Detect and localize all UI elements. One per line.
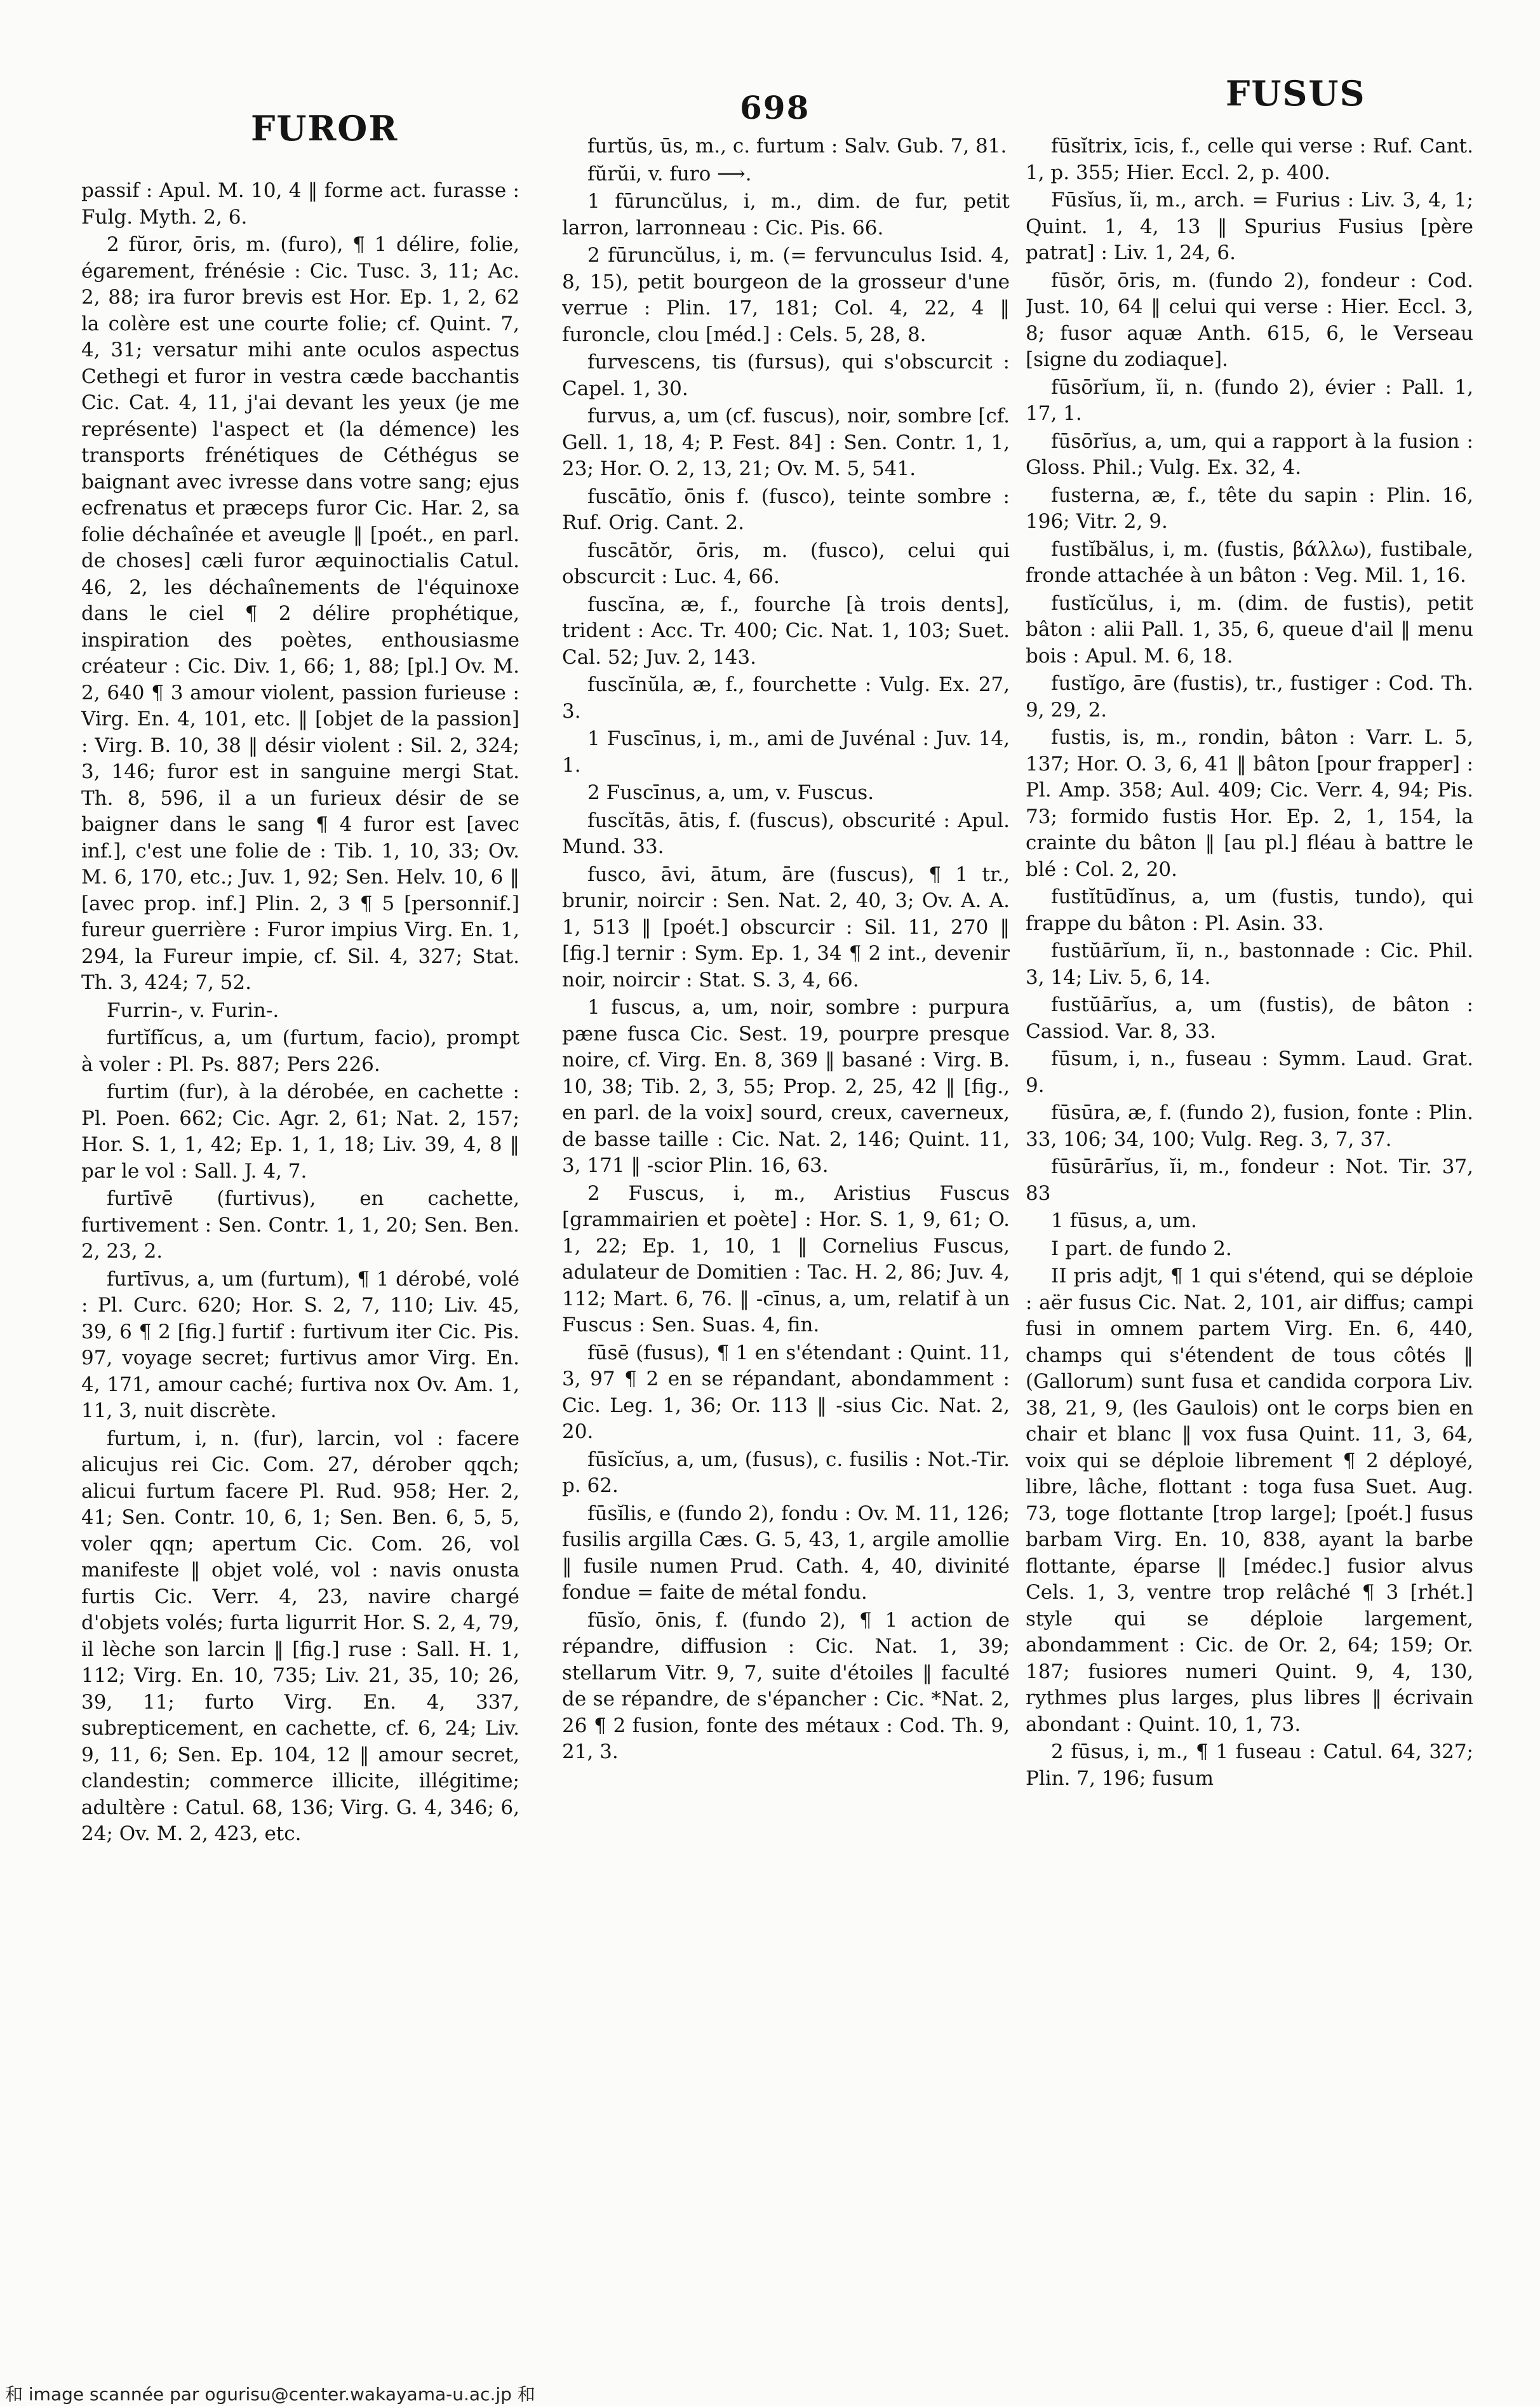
dictionary-entry: fuscĭna, æ, f., fourche [à trois dents], trident : Acc. Tr. 400; Cic. Nat. 1, 103; Suet. Cal. 52; Juv. 2, 143.: [562, 593, 1010, 669]
dictionary-entry: 1 Fuscīnus, i, m., ami de Juvénal : Juv. 14, 1.: [562, 727, 1010, 777]
dictionary-entry: fūsĭtrix, īcis, f., celle qui verse : Ruf. Cant. 1, p. 355; Hier. Eccl. 2, p. 400.: [1026, 135, 1473, 184]
dictionary-entry: passif : Apul. M. 10, 4 ‖ forme act. furasse : Fulg. Myth. 2, 6.: [81, 179, 519, 229]
dictionary-entry: fuscĭnŭla, æ, f., fourchette : Vulg. Ex. 27, 3.: [562, 673, 1010, 723]
dictionary-entry: Fūsĭus, ĭi, m., arch. = Furius : Liv. 3, 4, 1; Quint. 1, 4, 13 ‖ Spurius Fusius [père patrat] : Liv. 1, 24, 6.: [1026, 189, 1473, 264]
dictionary-entry: furtum, i, n. (fur), larcin, vol : facere alicujus rei Cic. Com. 27, dérober qqch; alicui furtum facere Pl. Rud. 958; Her. 2, 41; Sen. Contr. 10, 6, 1; Sen. Ben. 6, 5, 5, voler qqn; apertum Cic. Com. 26, vol manifeste ‖ objet volé, vol : navis onusta furtis Cic. Verr. 4, 23, navire chargé d'objets volés; furta ligurrit Hor. S. 2, 4, 79, il lèche son larcin ‖ [fig.] ruse : Sall. H. 1, 112; Virg. En. 10, 735; Liv. 21, 35, 10; 26, 39, 11; furto Virg. En. 4, 337, subrepticement, en cachette, cf. 6, 24; Liv. 9, 11, 6; Sen. Ep. 104, 12 ‖ amour secret, clandestin; commerce illicite, illégitime; adultère : Catul. 68, 136; Virg. G. 4, 346; 6, 24; Ov. M. 2, 423, etc.: [81, 1427, 519, 1845]
dictionary-entry: 1 fūruncŭlus, i, m., dim. de fur, petit larron, larronneau : Cic. Pis. 66.: [562, 190, 1010, 239]
dictionary-entry: fusterna, æ, f., tête du sapin : Plin. 16, 196; Vitr. 2, 9.: [1026, 483, 1473, 533]
column-1: [81, 178, 519, 2337]
dictionary-entry: II pris adjt, ¶ 1 qui s'étend, qui se déploie : aër fusus Cic. Nat. 2, 101, air diffus; campi fusi in omnem partem Virg. En. 6, 440, champs qui s'étendent de tous côtés ‖ (Gallorum) sunt fusa et candida corpora Liv. 38, 21, 9, (les Gaulois) ont le corps bien en chair et blanc ‖ vox fusa Quint. 11, 3, 64, voix qui se déploie librement ¶ 2 déployé, libre, lâche, flottant : toga fusa Suet. Aug. 73, toge flottante [trop large]; [poét.] fusus barbam Virg. En. 10, 838, ayant la barbe flottante, éparse ‖ [médec.] fusior alvus Cels. 1, 3, ventre trop relâché ¶ 3 [rhét.] style qui se déploie largement, abondamment : Cic. de Or. 2, 64; 159; Or. 187; fusiores numeri Quint. 9, 4, 130, rythmes plus larges, plus libres ‖ écrivain abondant : Quint. 10, 1, 73.: [1026, 1265, 1473, 1736]
column-3: [1026, 133, 1473, 2293]
dictionary-entry: furtĭfĭcus, a, um (furtum, facio), prompt à voler : Pl. Ps. 887; Pers 226.: [81, 1026, 519, 1076]
running-head-right: FUSUS: [1226, 73, 1366, 114]
dictionary-entry: furtīvē (furtivus), en cachette, furtivement : Sen. Contr. 1, 1, 20; Sen. Ben. 2, 23, 2.: [81, 1187, 519, 1263]
dictionary-entry: fuscĭtās, ātis, f. (fuscus), obscurité : Apul. Mund. 33.: [562, 809, 1010, 858]
dictionary-entry: fūsōrĭus, a, um, qui a rapport à la fusion : Gloss. Phil.; Vulg. Ex. 32, 4.: [1026, 429, 1473, 479]
dictionary-entry: fūsĭlis, e (fundo 2), fondu : Ov. M. 11, 126; fusilis argilla Cæs. G. 5, 43, 1, argile amollie ‖ fusile numen Prud. Cath. 4, 40, divinité fondue = faite de métal fondu.: [562, 1502, 1010, 1604]
dictionary-entry: 1 fuscus, a, um, noir, sombre : purpura pæne fusca Cic. Sest. 19, pourpre presque noire, cf. Virg. En. 8, 369 ‖ basané : Virg. B. 10, 38; Tib. 2, 3, 55; Prop. 2, 25, 42 ‖ [fig., en parl. de la voix] sourd, creux, caverneux, de basse taille : Cic. Nat. 2, 146; Quint. 11, 3, 171 ‖ -scior Plin. 16, 63.: [562, 996, 1010, 1177]
page-number: 698: [740, 89, 810, 126]
dictionary-entry: furtīvus, a, um (furtum), ¶ 1 dérobé, volé : Pl. Curc. 620; Hor. S. 2, 7, 110; Liv. 45, 39, 6 ¶ 2 [fig.] furtif : furtivum iter Cic. Pis. 97, voyage secret; furtivus amor Virg. En. 4, 171, amour caché; furtiva nox Ov. Am. 1, 11, 3, nuit discrète.: [81, 1267, 519, 1422]
dictionary-entry: furtŭs, ūs, m., c. furtum : Salv. Gub. 7, 81.: [587, 135, 1007, 158]
dictionary-entry: 1 fūsus, a, um.: [1051, 1209, 1197, 1232]
dictionary-entry: fustĭgo, āre (fustis), tr., fustiger : Cod. Th. 9, 29, 2.: [1026, 672, 1473, 722]
scan-credit-footer: 和 image scannée par ogurisu@center.wakayama-u.ac.jp 和: [5, 2384, 535, 2405]
dictionary-entry: furvus, a, um (cf. fuscus), noir, sombre [cf. Gell. 1, 18, 4; P. Fest. 84] : Sen. Contr. 1, 1, 23; Hor. O. 2, 13, 21; Ov. M. 5, 541.: [562, 405, 1010, 480]
dictionary-entry: fuscātŏr, ōris, m. (fusco), celui qui obscurcit : Luc. 4, 66.: [562, 539, 1010, 588]
dictionary-entry: fustŭārĭus, a, um (fustis), de bâton : Cassiod. Var. 8, 33.: [1026, 993, 1473, 1043]
dictionary-entry: fustĭtūdĭnus, a, um (fustis, tundo), qui frappe du bâton : Pl. Asin. 33.: [1026, 885, 1473, 935]
dictionary-entry: fŭrŭi, v. furo ⟶.: [587, 162, 752, 185]
dictionary-entry: fūsē (fusus), ¶ 1 en s'étendant : Quint. 11, 3, 97 ¶ 2 en se répandant, abondamment : Cic. Leg. 1, 36; Or. 113 ‖ -sius Cic. Nat. 2, 20.: [562, 1341, 1010, 1443]
dictionary-entry: fustŭārĭum, ĭi, n., bastonnade : Cic. Phil. 3, 14; Liv. 5, 6, 14.: [1026, 939, 1473, 989]
dictionary-entry: 2 Fuscus, i, m., Aristius Fuscus [grammairien et poète] : Hor. S. 1, 9, 61; O. 1, 22; Ep. 1, 10, 1 ‖ Cornelius Fuscus, adulateur de Domitien : Tac. H. 2, 86; Juv. 4, 112; Mart. 6, 76. ‖ -cīnus, a, um, relatif à un Fuscus : Sen. Suas. 4, fin.: [562, 1181, 1010, 1336]
column-2: [562, 133, 1010, 2293]
dictionary-entry: fūsĭo, ōnis, f. (fundo 2), ¶ 1 action de répandre, diffusion : Cic. Nat. 1, 39; stellarum Vitr. 9, 7, suite d'étoiles ‖ faculté de se répandre, de s'épancher : Cic. *Nat. 2, 26 ¶ 2 fusion, fonte des métaux : Cod. Th. 9, 21, 3.: [562, 1608, 1010, 1763]
dictionary-entry: 2 fūsus, i, m., ¶ 1 fuseau : Catul. 64, 327; Plin. 7, 196; fusum: [1026, 1740, 1473, 1790]
dictionary-entry: furtim (fur), à la dérobée, en cachette : Pl. Poen. 662; Cic. Agr. 2, 61; Nat. 2, 157; Hor. S. 1, 1, 42; Ep. 1, 1, 18; Liv. 39, 4, 8 ‖ par le vol : Sall. J. 4, 7.: [81, 1080, 519, 1183]
dictionary-entry: fuscātĭo, ōnis f. (fusco), teinte sombre : Ruf. Orig. Cant. 2.: [562, 485, 1010, 534]
dictionary-entry: Furrin-, v. Furin-.: [107, 998, 279, 1022]
dictionary-entry: I part. de fundo 2.: [1051, 1237, 1232, 1260]
dictionary-entry: fūsĭcĭus, a, um, (fusus), c. fusilis : Not.-Tir. p. 62.: [562, 1448, 1010, 1497]
dictionary-entry: fusco, āvi, ātum, āre (fuscus), ¶ 1 tr., brunir, noircir : Sen. Nat. 2, 40, 3; Ov. A. A. 1, 513 ‖ [poét.] obscurcir : Sil. 11, 270 ‖ [fig.] ternir : Sym. Ep. 1, 34 ¶ 2 int., devenir noir, noircir : Stat. S. 3, 4, 66.: [562, 863, 1010, 991]
dictionary-entry: fustis, is, m., rondin, bâton : Varr. L. 5, 137; Hor. O. 3, 6, 41 ‖ bâton [pour frapper] : Pl. Amp. 358; Aul. 409; Cic. Verr. 4, 94; Pis. 73; formido fustis Hor. Ep. 2, 1, 154, la crainte du bâton ‖ [au pl.] fléau à battre le blé : Col. 2, 20.: [1026, 726, 1473, 881]
dictionary-entry: fūsum, i, n., fuseau : Symm. Laud. Grat. 9.: [1026, 1047, 1473, 1097]
dictionary-entry: fūsōrĭum, ĭi, n. (fundo 2), évier : Pall. 1, 17, 1.: [1026, 375, 1473, 425]
dictionary-entry: 2 fŭror, ōris, m. (furo), ¶ 1 délire, folie, égarement, frénésie : Cic. Tusc. 3, 11; Ac. 2, 88; ira furor brevis est Hor. Ep. 1, 2, 62 la colère est une courte folie; cf. Quint. 7, 4, 31; versatur mihi ante oculos aspectus Cethegi et furor in vestra cæde bacchantis Cic. Cat. 4, 11, j'ai devant les yeux (je me représente) l'aspect et (la démence) les transports frénétiques de Céthégus se baignant avec ivresse dans votre sang; ejus ecfrenatus et præceps furor Cic. Har. 2, sa folie déchaînée et aveugle ‖ [poét., en parl. de choses] cæli furor æquinoctialis Catul. 46, 2, les déchaînements de l'équinoxe dans le ciel ¶ 2 délire prophétique, inspiration des poètes, enthousiasme créateur : Cic. Div. 1, 66; 1, 88; [pl.] Ov. M. 2, 640 ¶ 3 amour violent, passion furieuse : Virg. En. 4, 101, etc. ‖ [objet de la passion] : Virg. B. 10, 38 ‖ désir violent : Sil. 2, 324; 3, 146; furor est in sanguine mergi Stat. Th. 8, 596, il a un furieux désir de se baigner dans le sang ¶ 4 furor est [avec inf.], c'est une folie de : Tib. 1, 10, 33; Ov. M. 6, 170, etc.; Juv. 1, 92; Sen. Helv. 10, 6 ‖ [avec prop. inf.] Plin. 2, 3 ¶ 5 [personnif.] fureur guerrière : Furor impius Virg. En. 1, 294, la Fureur impie, cf. Sil. 4, 327; Stat. Th. 3, 424; 7, 52.: [81, 233, 519, 994]
dictionary-entry: fustĭcŭlus, i, m. (dim. de fustis), petit bâton : alii Pall. 1, 35, 6, queue d'ail ‖ menu bois : Apul. M. 6, 18.: [1026, 591, 1473, 668]
dictionary-entry: fūsūra, æ, f. (fundo 2), fusion, fonte : Plin. 33, 106; 34, 100; Vulg. Reg. 3, 7, 37.: [1026, 1101, 1473, 1151]
dictionary-entry: furvescens, tis (fursus), qui s'obscurcit : Capel. 1, 30.: [562, 351, 1010, 400]
dictionary-entry: 2 fūruncŭlus, i, m. (= fervunculus Isid. 4, 8, 15), petit bourgeon de la grosseur d'une verrue : Plin. 17, 181; Col. 4, 22, 4 ‖ furoncle, clou [méd.] : Cels. 5, 28, 8.: [562, 244, 1010, 346]
dictionary-entry: fūsŏr, ōris, m. (fundo 2), fondeur : Cod. Just. 10, 64 ‖ celui qui verse : Hier. Eccl. 3, 8; fusor aquæ Anth. 615, 6, le Verseau [signe du zodiaque].: [1026, 269, 1473, 371]
dictionary-entry: 2 Fuscīnus, a, um, v. Fuscus.: [587, 781, 874, 804]
dictionary-entry: fustĭbălus, i, m. (fustis, βάλλω), fustibale, fronde attachée à un bâton : Veg. Mil. 1, 16.: [1026, 537, 1473, 587]
running-head-left: FUROR: [251, 108, 399, 149]
dictionary-entry: fūsūrārĭus, ĭi, m., fondeur : Not. Tir. 37, 83: [1026, 1155, 1473, 1205]
